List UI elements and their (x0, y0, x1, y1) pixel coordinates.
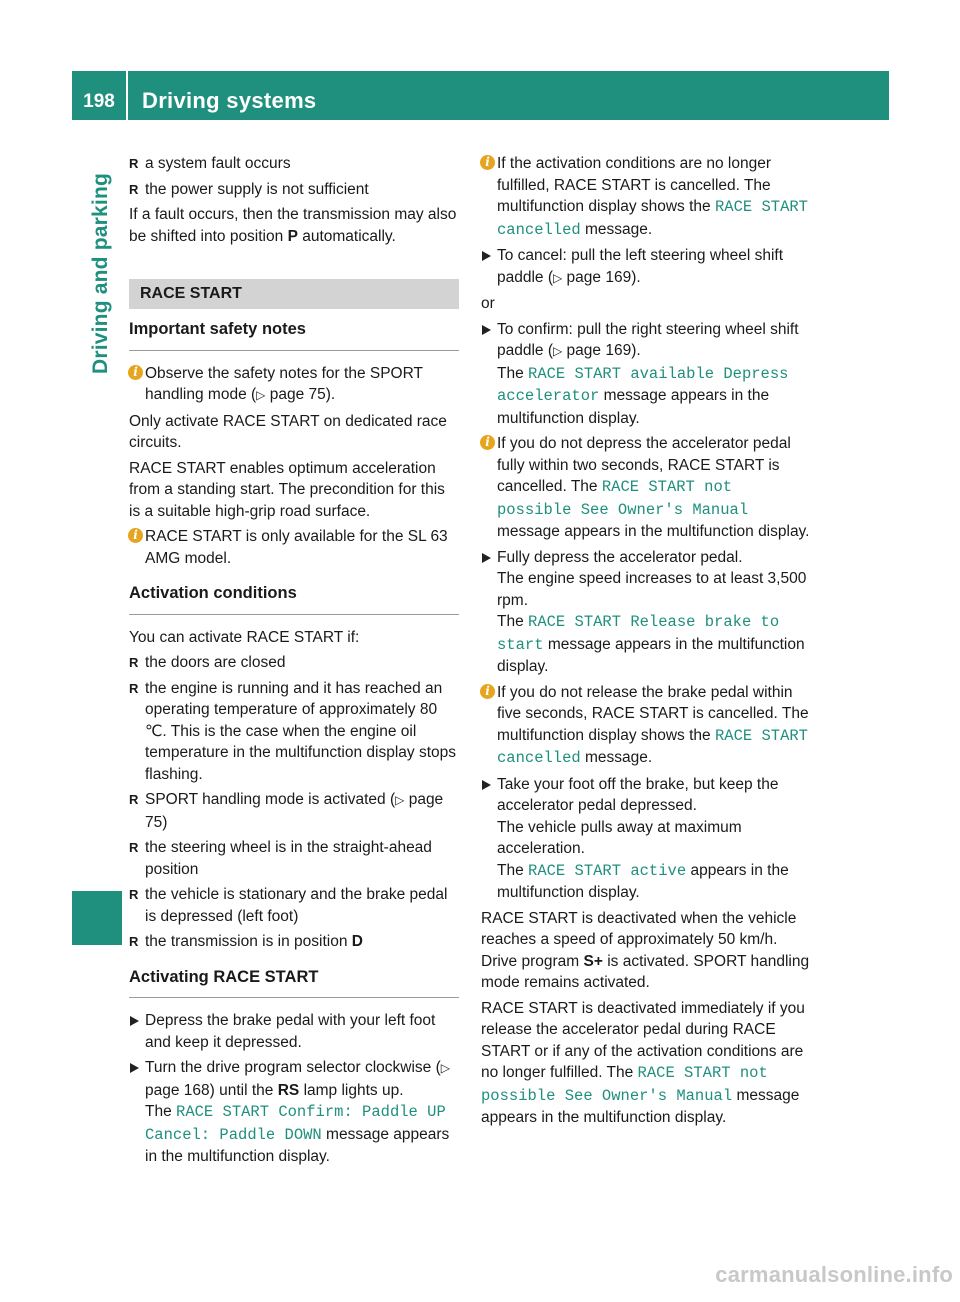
page-ref-icon: ▷ (256, 388, 266, 402)
paragraph: RACE START is deactivated immediately if you release the accelerator pedal during RACE START or if any of the activation conditions are no longer fulfilled. The RACE START not possible See Owner's Manual message appears in the multifunction display. (481, 999, 805, 1126)
right-column (481, 153, 815, 1133)
list-item: R the power supply is not sufficient (129, 179, 459, 201)
chapter-label: Driving and parking (89, 173, 112, 374)
display-message: RACE START cancelled (497, 726, 808, 767)
list-item: R the vehicle is stationary and the brake pedal is depressed (left foot) (129, 884, 459, 927)
chapter-marker (72, 891, 122, 945)
subheading-safety: Important safety notes (129, 319, 459, 351)
subheading-activating: Activating RACE START (129, 967, 459, 999)
page-ref-icon: ▷ (553, 270, 563, 285)
list-item: R the transmission is in position D (129, 931, 459, 953)
info-icon: i (128, 528, 143, 543)
display-message: RACE START Confirm: Paddle UP Cancel: Paddle DOWN (145, 1103, 446, 1144)
info-icon: i (480, 155, 495, 170)
info-icon: i (480, 684, 495, 699)
paragraph: You can activate RACE START if: (129, 628, 360, 646)
watermark: carmanualsonline.info (715, 1262, 953, 1287)
info-icon: i (128, 365, 143, 380)
section-heading: RACE START (129, 279, 459, 309)
step-item: To confirm: pull the right steering wheel shift paddle (▷ page 169). The RACE START available Depress accelerator message appears in the multifunction display. (481, 319, 815, 430)
display-message: RACE START Release brake to start (497, 613, 780, 654)
page-number: 198 (83, 91, 115, 112)
step-item: Turn the drive program selector clockwise (▷ page 168) until the RS lamp lights up. The RACE START Confirm: Paddle UP Cancel: Paddle DOWN message appears in the multifunction display. (129, 1057, 459, 1168)
list-item: R the steering wheel is in the straight-ahead position (129, 837, 459, 880)
display-message: RACE START available Depress accelerator (497, 364, 789, 405)
display-message: RACE START not possible See Owner's Manual (497, 478, 749, 519)
subheading-activation-conditions: Activation conditions (129, 583, 459, 615)
page-ref-icon: ▷ (440, 1061, 450, 1075)
left-column (129, 153, 459, 1172)
step-item: To cancel: pull the left steering wheel shift paddle (▷ page 169). (481, 245, 815, 289)
paragraph: RACE START enables optimum acceleration from a standing start. The precondition for this is a suitable high-grip road surface. (129, 459, 445, 520)
paragraph: If a fault occurs, then the transmission may also be shifted into position P automatically. (129, 206, 457, 245)
info-note: i Observe the safety notes for the SPORT handling mode (▷ page 75). (129, 363, 459, 407)
page-ref-icon: ▷ (553, 344, 563, 358)
info-note: i If the activation conditions are no longer fulfilled, RACE START is cancelled. The multifunction display shows the RACE START cancelled message. (481, 153, 815, 241)
step-item: Depress the brake pedal with your left foot and keep it depressed. (129, 1010, 459, 1053)
display-message: RACE START active (528, 861, 687, 880)
list-item: R SPORT handling mode is activated (▷ page 75) (129, 789, 459, 833)
paragraph: RACE START is deactivated when the vehicle reaches a speed of approximately 50 km/h. Drive program S+ is activated. SPORT handling mode remains activated. (481, 909, 810, 991)
paragraph: Only activate RACE START on dedicated race circuits. (129, 412, 447, 451)
page-title: Driving systems (142, 88, 317, 113)
list-item: R a system fault occurs (129, 153, 459, 175)
list-item: R the doors are closed (129, 652, 459, 674)
display-message: RACE START not possible See Owner's Manual (481, 1064, 768, 1105)
page-ref-icon: ▷ (395, 793, 405, 807)
page-header (72, 71, 889, 120)
display-message: RACE START cancelled (497, 198, 808, 239)
header-divider (126, 71, 128, 120)
info-note: i If you do not release the brake pedal within five seconds, RACE START is cancelled. The multifunction display shows the RACE START cancelled message. (481, 682, 815, 770)
list-item: R the engine is running and it has reached an operating temperature of approximately 80 ℃. This is the case when the engine oil temperature in the multifunction display stops flashing. (129, 678, 459, 786)
step-item: Take your foot off the brake, but keep the accelerator pedal depressed. The vehicle pulls away at maximum acceleration. The RACE START active appears in the multifunction display. (481, 774, 815, 904)
info-note: i RACE START is only available for the SL 63 AMG model. (129, 526, 459, 569)
info-note: i If you do not depress the accelerator pedal fully within two seconds, RACE START is cancelled. The RACE START not possible See Owner's Manual message appears in the multifunction display. (481, 433, 815, 543)
paragraph: or (481, 295, 495, 312)
step-item: Fully depress the accelerator pedal. The engine speed increases to at least 3,500 rpm. The RACE START Release brake to start message appears in the multifunction display. (481, 547, 815, 678)
info-icon: i (480, 435, 495, 450)
